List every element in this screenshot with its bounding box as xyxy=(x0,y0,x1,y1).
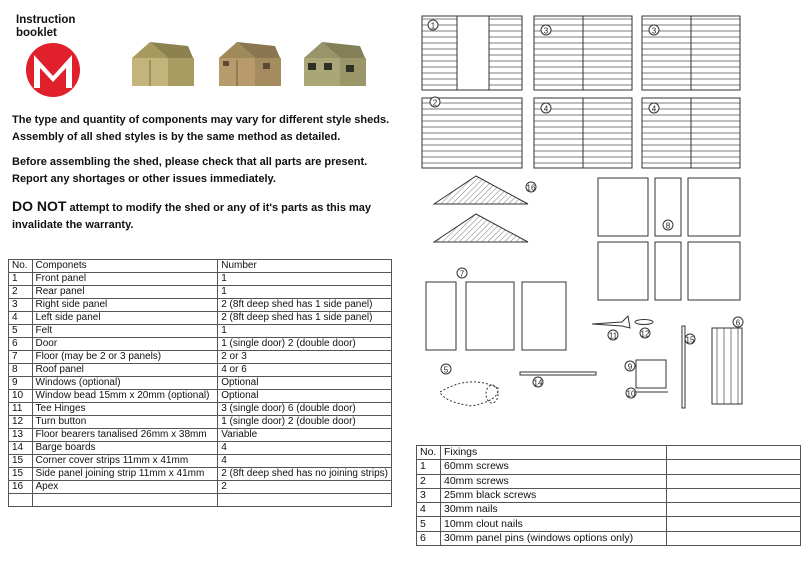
booklet-title xyxy=(16,14,96,40)
label-apex: 16 xyxy=(526,183,536,193)
label-felt: 5 xyxy=(443,365,449,375)
rear-panel-drawing xyxy=(422,97,522,168)
fixing-row-cell: 5 xyxy=(417,517,441,531)
component-row-cell: 2 (8ft deep shed has no joining strips) xyxy=(218,468,392,481)
component-row-cell: Front panel xyxy=(32,273,218,286)
component-row-cell xyxy=(9,494,33,507)
component-row-cell: 15 xyxy=(9,468,33,481)
components-table xyxy=(8,259,392,507)
component-row xyxy=(9,299,392,312)
intro-check-parts: Before assembling the shed, please check that all parts are present. Report any shortages or other issues immediately. xyxy=(12,156,368,185)
component-row-cell: Floor (may be 2 or 3 panels) xyxy=(32,351,218,364)
component-row-cell: 1 xyxy=(218,286,392,299)
component-row-cell: 1 xyxy=(9,273,33,286)
component-row-cell: Left side panel xyxy=(32,312,218,325)
front-panel-drawing xyxy=(422,16,522,90)
component-row-cell: 2 (8ft deep shed has 1 side panel) xyxy=(218,312,392,325)
fixing-row xyxy=(417,474,801,488)
component-row-cell: Felt xyxy=(32,325,218,338)
component-row-cell: 1 (single door) 2 (double door) xyxy=(218,338,392,351)
label-left-side-a: 4 xyxy=(543,104,549,114)
component-row-cell: Rear panel xyxy=(32,286,218,299)
component-row xyxy=(9,442,392,455)
barge-board-drawing xyxy=(520,372,596,388)
component-row-cell: 12 xyxy=(9,416,33,429)
fixing-row-cell: 30mm panel pins (windows options only) xyxy=(441,531,667,545)
component-row-cell: 10 xyxy=(9,390,33,403)
shed-image-double-door xyxy=(215,38,285,88)
component-row-cell: 16 xyxy=(9,481,33,494)
component-row-cell: Barge boards xyxy=(32,442,218,455)
fixing-row xyxy=(417,503,801,517)
felt-roll-drawing xyxy=(440,364,498,406)
label-front-panel: 1 xyxy=(430,21,436,31)
component-row xyxy=(9,455,392,468)
fixing-row-cell: 25mm black screws xyxy=(441,488,667,502)
component-row-cell: 13 xyxy=(9,429,33,442)
component-row-cell: 11 xyxy=(9,403,33,416)
component-row-cell: 4 xyxy=(9,312,33,325)
fix-header-fixings: Fixings xyxy=(441,446,667,460)
label-rear-panel: 2 xyxy=(432,98,438,108)
component-row-cell: 3 xyxy=(9,299,33,312)
fix-header-extra xyxy=(667,446,801,460)
fixing-row-cell: 6 xyxy=(417,531,441,545)
component-row xyxy=(9,364,392,377)
intro-component-note: The type and quantity of components may vary for different style sheds. Assembly of all shed styles is by the same method as detailed. xyxy=(12,114,390,143)
component-row-cell: 1 (single door) 2 (double door) xyxy=(218,416,392,429)
right-side-panel-drawing xyxy=(534,16,740,90)
brand-logo xyxy=(20,42,86,98)
component-row-cell: 1 xyxy=(218,273,392,286)
component-row-cell: 4 xyxy=(218,455,392,468)
component-row-cell: Right side panel xyxy=(32,299,218,312)
component-row-cell: 8 xyxy=(9,364,33,377)
fixing-row-cell xyxy=(667,517,801,531)
fixings-header-row xyxy=(417,446,801,460)
header-no: No. xyxy=(9,260,33,273)
fixing-row xyxy=(417,517,801,531)
component-row xyxy=(9,325,392,338)
component-row xyxy=(9,494,392,507)
label-tee-hinge: 11 xyxy=(608,331,618,341)
component-row-cell: 4 or 6 xyxy=(218,364,392,377)
component-row-cell: Turn button xyxy=(32,416,218,429)
left-side-panel-drawing xyxy=(534,98,740,168)
component-row-cell: Optional xyxy=(218,377,392,390)
fixing-row-cell xyxy=(667,488,801,502)
component-row xyxy=(9,416,392,429)
hinge-drawing xyxy=(592,316,630,341)
component-row-cell: Tee Hinges xyxy=(32,403,218,416)
label-barge-board: 14 xyxy=(533,378,543,388)
label-right-side-a: 3 xyxy=(543,26,549,36)
component-row-cell: 3 (single door) 6 (double door) xyxy=(218,403,392,416)
label-roof-panel: 8 xyxy=(665,221,671,231)
component-row xyxy=(9,377,392,390)
fixings-table xyxy=(416,445,801,546)
apex-drawing xyxy=(434,176,536,242)
fixing-row-cell: 60mm screws xyxy=(441,460,667,474)
component-row xyxy=(9,312,392,325)
label-door: 6 xyxy=(735,318,741,328)
fixing-row xyxy=(417,488,801,502)
component-row xyxy=(9,351,392,364)
fixing-row-cell: 10mm clout nails xyxy=(441,517,667,531)
label-left-side-b: 4 xyxy=(651,104,657,114)
component-row-cell: 6 xyxy=(9,338,33,351)
component-row-cell: Apex xyxy=(32,481,218,494)
component-row-cell: 1 xyxy=(218,325,392,338)
component-row-cell xyxy=(218,494,392,507)
component-row-cell: Corner cover strips 11mm x 41mm xyxy=(32,455,218,468)
components-header-row xyxy=(9,260,392,273)
component-row xyxy=(9,338,392,351)
shed-image-windows xyxy=(300,38,370,88)
fixing-row-cell: 1 xyxy=(417,460,441,474)
label-strip: 15 xyxy=(685,335,695,345)
label-floor: 7 xyxy=(459,269,465,279)
component-row xyxy=(9,390,392,403)
component-row-cell: Side panel joining strip 11mm x 41mm xyxy=(32,468,218,481)
roof-panel-drawing xyxy=(598,178,740,300)
fixing-row-cell: 40mm screws xyxy=(441,474,667,488)
fixing-row-cell xyxy=(667,474,801,488)
fixing-row-cell xyxy=(667,460,801,474)
component-row-cell: 14 xyxy=(9,442,33,455)
corner-strip-drawing xyxy=(682,326,695,408)
component-row xyxy=(9,403,392,416)
title-line-2: booklet xyxy=(16,27,57,39)
warranty-text: attempt to modify the shed or any of it's parts as this may invalidate the warranty. xyxy=(12,202,372,231)
component-row-cell: 7 xyxy=(9,351,33,364)
fixing-row xyxy=(417,531,801,545)
component-row-cell: 2 or 3 xyxy=(218,351,392,364)
title-line-1: Instruction xyxy=(16,14,76,26)
label-window-bead: 10 xyxy=(626,389,636,399)
fixing-row xyxy=(417,460,801,474)
component-row xyxy=(9,286,392,299)
window-bead-drawing xyxy=(626,388,668,399)
label-window: 9 xyxy=(627,362,633,372)
component-row-cell: 2 xyxy=(218,481,392,494)
parts-diagram xyxy=(410,8,806,438)
component-row-cell: Windows (optional) xyxy=(32,377,218,390)
header-number: Number xyxy=(218,260,392,273)
fixing-row-cell xyxy=(667,531,801,545)
component-row-cell: 4 xyxy=(218,442,392,455)
intro-warranty-warning xyxy=(12,198,402,234)
fixing-row-cell: 3 xyxy=(417,488,441,502)
component-row-cell: Optional xyxy=(218,390,392,403)
floor-drawing xyxy=(426,268,566,350)
component-row-cell: Roof panel xyxy=(32,364,218,377)
turn-button-drawing xyxy=(635,320,653,339)
fix-header-no: No. xyxy=(417,446,441,460)
window-drawing xyxy=(625,360,666,388)
component-row-cell: Window bead 15mm x 20mm (optional) xyxy=(32,390,218,403)
component-row-cell: 9 xyxy=(9,377,33,390)
component-row xyxy=(9,429,392,442)
header-components: Componets xyxy=(32,260,218,273)
component-row-cell: 2 (8ft deep shed has 1 side panel) xyxy=(218,299,392,312)
component-row-cell: 15 xyxy=(9,455,33,468)
label-right-side-b: 3 xyxy=(651,26,657,36)
fixing-row-cell: 2 xyxy=(417,474,441,488)
component-row xyxy=(9,273,392,286)
label-turn-button: 12 xyxy=(640,329,650,339)
component-row xyxy=(9,468,392,481)
do-not-emphasis: DO NOT xyxy=(12,198,67,214)
component-row-cell: Door xyxy=(32,338,218,351)
fixing-row-cell: 30mm nails xyxy=(441,503,667,517)
door-drawing xyxy=(712,317,743,404)
fixing-row-cell: 4 xyxy=(417,503,441,517)
component-row-cell: 2 xyxy=(9,286,33,299)
component-row-cell xyxy=(32,494,218,507)
component-row-cell: 5 xyxy=(9,325,33,338)
shed-image-apex xyxy=(128,38,198,88)
component-row xyxy=(9,481,392,494)
component-row-cell: Floor bearers tanalised 26mm x 38mm xyxy=(32,429,218,442)
fixing-row-cell xyxy=(667,503,801,517)
component-row-cell: Variable xyxy=(218,429,392,442)
